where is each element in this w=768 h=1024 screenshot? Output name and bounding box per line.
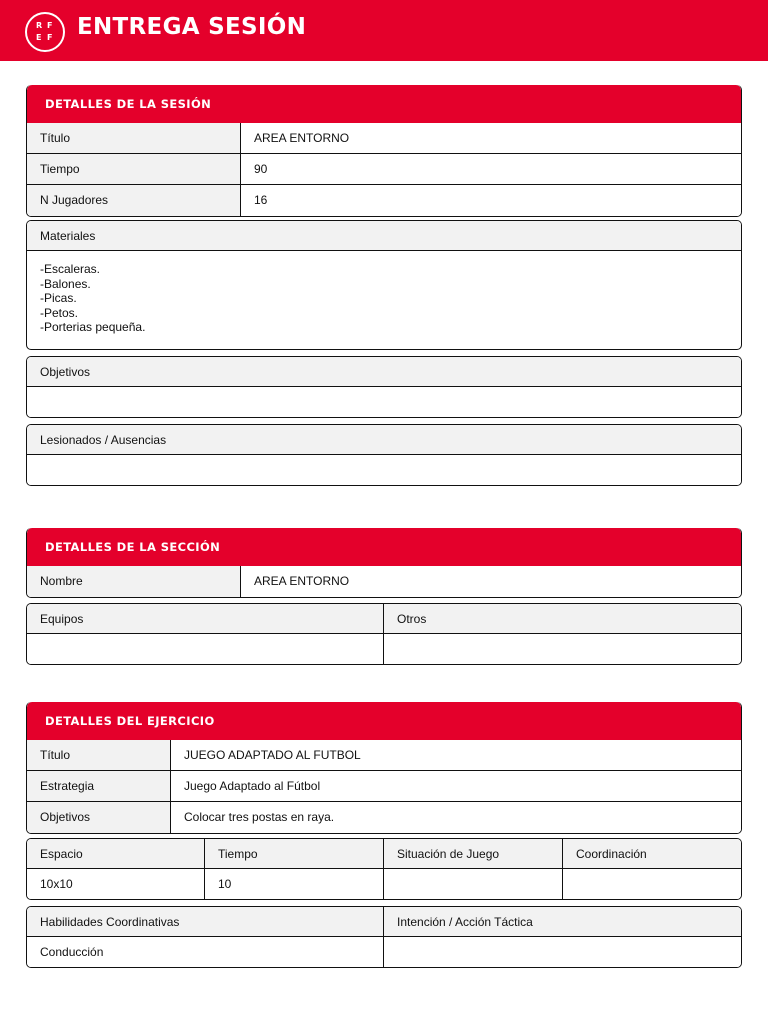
section-details-heading: DETALLES DE LA SECCIÓN: [27, 528, 741, 566]
others-label: Otros: [384, 604, 741, 634]
list-item: -Balones.: [40, 276, 91, 291]
top-bar: [0, 0, 768, 61]
objectives-box: [26, 356, 742, 418]
intent-label: Intención / Acción Táctica: [384, 907, 741, 937]
table-row: [27, 771, 741, 802]
field-value: JUEGO ADAPTADO AL FUTBOL: [171, 740, 741, 770]
skills-column: [27, 907, 384, 967]
injured-label: Lesionados / Ausencias: [27, 425, 741, 455]
field-label: Título: [27, 123, 241, 153]
others-column: [384, 604, 741, 664]
skills-intent-box: [26, 906, 742, 968]
table-row: [27, 802, 741, 833]
materials-box: [26, 220, 742, 350]
session-details-heading: DETALLES DE LA SESIÓN: [27, 85, 741, 123]
intent-value: [384, 937, 741, 967]
coordination-label: Coordinación: [563, 839, 741, 869]
teams-others-box: [26, 603, 742, 665]
coordination-column: [563, 839, 741, 899]
session-details-card: [26, 85, 742, 217]
field-label: Título: [27, 740, 171, 770]
space-label: Espacio: [27, 839, 204, 869]
skills-value: Conducción: [27, 937, 383, 967]
field-value: AREA ENTORNO: [241, 123, 741, 153]
objectives-value: [27, 387, 741, 417]
table-row: [27, 154, 741, 185]
exercise-details-card: [26, 702, 742, 834]
time-label: Tiempo: [205, 839, 383, 869]
injured-box: [26, 424, 742, 486]
game-situation-label: Situación de Juego: [384, 839, 562, 869]
field-value: Colocar tres postas en raya.: [171, 802, 741, 833]
time-column: [205, 839, 384, 899]
others-value: [384, 634, 741, 664]
list-item: -Porterias pequeña.: [40, 320, 146, 335]
space-column: [27, 839, 205, 899]
teams-label: Equipos: [27, 604, 383, 634]
list-item: -Petos.: [40, 305, 79, 320]
exercise-grid-box: [26, 838, 742, 900]
logo-letter: R: [36, 21, 43, 30]
teams-column: [27, 604, 384, 664]
field-value: AREA ENTORNO: [241, 566, 741, 597]
field-label: Tiempo: [27, 154, 241, 184]
injured-value: [27, 455, 741, 485]
table-row: [27, 566, 741, 597]
page-title: ENTREGA SESIÓN: [77, 14, 307, 40]
skills-label: Habilidades Coordinativas: [27, 907, 383, 937]
intent-column: [384, 907, 741, 967]
coordination-value: [563, 869, 741, 899]
game-situation-column: [384, 839, 563, 899]
rfef-logo: [25, 12, 65, 52]
field-label: Objetivos: [27, 802, 171, 833]
field-value: Juego Adaptado al Fútbol: [171, 771, 741, 801]
table-row: [27, 123, 741, 154]
table-row: [27, 740, 741, 771]
objectives-label: Objetivos: [27, 357, 741, 387]
materials-list: [27, 251, 741, 335]
field-label: Nombre: [27, 566, 241, 597]
time-value: 10: [205, 869, 383, 899]
teams-value: [27, 634, 383, 664]
section-details-card: [26, 528, 742, 598]
field-value: 90: [241, 154, 741, 184]
list-item: -Picas.: [40, 291, 77, 306]
field-value: 16: [241, 185, 741, 216]
logo-letter: F: [47, 33, 53, 42]
exercise-details-heading: DETALLES DEL EJERCICIO: [27, 702, 741, 740]
list-item: -Escaleras.: [40, 262, 101, 276]
logo-letter: E: [36, 33, 42, 42]
field-label: N Jugadores: [27, 185, 241, 216]
table-row: [27, 185, 741, 216]
logo-letter: F: [47, 21, 53, 30]
space-value: 10x10: [27, 869, 204, 899]
game-situation-value: [384, 869, 562, 899]
materials-label: Materiales: [27, 221, 741, 251]
field-label: Estrategia: [27, 771, 171, 801]
